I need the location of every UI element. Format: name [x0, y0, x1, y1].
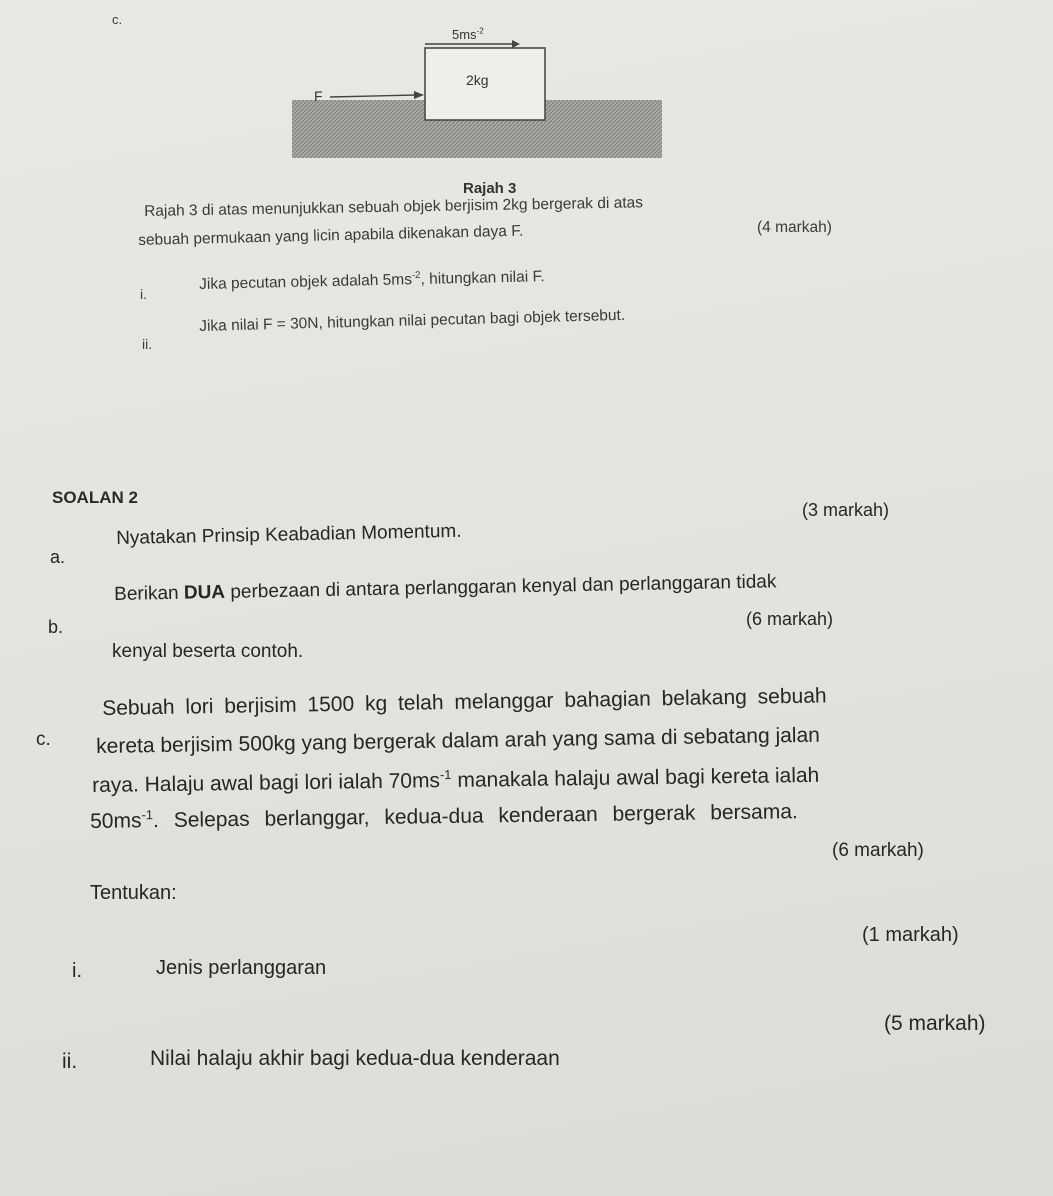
item-ii-number: ii.	[142, 336, 153, 352]
q2c-line-1: Sebuah lori berjisim 1500 kg telah melanggar bahagian belakang sebuah	[102, 684, 827, 720]
q2c-label: c.	[36, 729, 51, 750]
q2c-line-2: kereta berjisim 500kg yang bergerak dalam arah yang sama di sebatang jalan	[96, 723, 821, 758]
q2a-marks: (3 markah)	[802, 500, 890, 520]
acceleration-arrowhead	[512, 40, 520, 48]
q2a-label: a.	[50, 547, 66, 567]
q2a-text: Nyatakan Prinsip Keabadian Momentum.	[116, 520, 462, 549]
item-i-number: i.	[140, 286, 147, 302]
question-marker: c.	[112, 12, 123, 27]
item-i-text: Jika pecutan objek adalah $5ms^{-2}$, hitungkan nilai F.	[199, 268, 545, 293]
force-arrowhead	[414, 91, 424, 99]
q2c-i-number: i.	[72, 960, 82, 982]
q2c-marks: (6 markah)	[832, 840, 924, 861]
intro-line-1: Rajah 3 di atas menunjukkan sebuah objek berjisim 2kg bergerak di atas	[144, 194, 644, 220]
mass-label: 2kg	[466, 72, 489, 88]
q2b-label: b.	[48, 617, 64, 637]
q2c-i-marks: (1 markah)	[862, 924, 959, 946]
intro-line-2: sebuah permukaan yang licin apabila dikenakan daya F.	[138, 222, 524, 249]
q2c-ii-number: ii.	[62, 1050, 78, 1073]
q2b-line-1: Berikan DUA perbezaan di antara perlanggaran kenyal dan perlanggaran tidak	[114, 571, 777, 605]
q2c-line-3: raya. Halaju awal bagi lori ialah $70ms^{-1}$ manakala halaju awal bagi kereta ialah	[92, 763, 820, 797]
force-arrow-line	[330, 95, 415, 97]
force-label: F	[314, 88, 323, 104]
q2b-marks: (6 markah)	[746, 609, 834, 629]
q2c-ii-marks: (5 markah)	[884, 1012, 986, 1035]
q2c-line-4: $50ms^{-1}$. Selepas berlanggar, kedua-dua kenderaan bergerak bersama.	[90, 800, 798, 833]
q2c-ii-text: Nilai halaju akhir bagi kedua-dua kenderaan	[150, 1047, 560, 1070]
q2c-tentukan: Tentukan:	[90, 882, 177, 904]
q2c-i-text: Jenis perlanggaran	[156, 957, 327, 979]
section-title: SOALAN 2	[52, 488, 138, 507]
item-ii-text: Jika nilai F = 30N, hitungkan nilai pecutan bagi objek tersebut.	[199, 306, 626, 335]
force-diagram	[0, 0, 1053, 200]
acceleration-label: $5ms^{-2}$	[452, 26, 484, 42]
marks-top: (4 markah)	[757, 219, 832, 236]
q2b-line-2: kenyal beserta contoh.	[112, 641, 304, 662]
figure-caption: Rajah 3	[463, 180, 517, 197]
